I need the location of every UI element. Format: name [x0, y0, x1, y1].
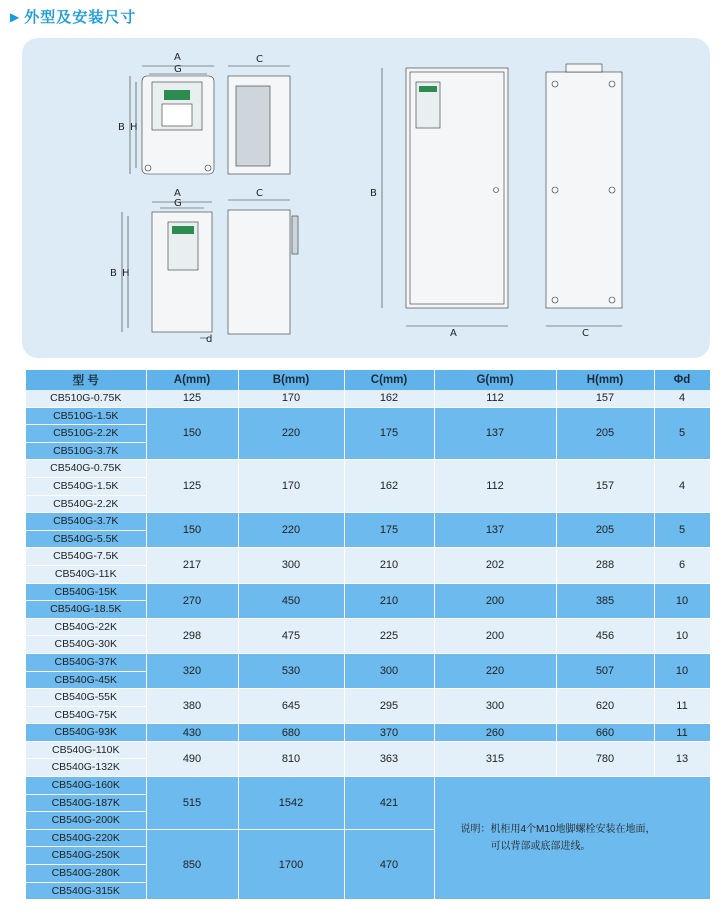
model-cell: CB540G-55K — [26, 689, 146, 707]
model-cell: CB540G-3.7K — [26, 513, 146, 531]
dimension-drawings — [22, 38, 710, 358]
value-cell-d: 11 — [654, 689, 710, 724]
model-cell: CB540G-22K — [26, 618, 146, 636]
column-header: Φd — [654, 370, 710, 390]
value-cell-h: 780 — [556, 741, 654, 776]
dim-label-a3: A — [450, 328, 457, 339]
model-cell: CB540G-1.5K — [26, 477, 146, 495]
value-cell-a: 515 — [146, 777, 238, 830]
medium-unit-side — [228, 210, 290, 334]
value-cell-d: 6 — [654, 548, 710, 583]
column-header: B(mm) — [238, 370, 344, 390]
model-cell: CB540G-37K — [26, 653, 146, 671]
value-cell-a: 125 — [146, 390, 238, 407]
model-cell: CB540G-0.75K — [26, 460, 146, 478]
table-row — [26, 777, 710, 795]
value-cell-d: 10 — [654, 618, 710, 653]
section-title — [10, 6, 136, 27]
model-cell: CB540G-315K — [26, 882, 146, 900]
value-cell-h: 385 — [556, 583, 654, 618]
value-cell-c: 300 — [344, 653, 434, 688]
value-cell-g: 137 — [434, 513, 556, 548]
value-cell-d: 13 — [654, 741, 710, 776]
value-cell-d: 11 — [654, 724, 710, 742]
column-header: 型 号 — [26, 370, 146, 390]
model-cell: CB540G-15K — [26, 583, 146, 601]
table-row — [26, 390, 710, 407]
value-cell-c: 470 — [344, 829, 434, 899]
table-row — [26, 689, 710, 707]
model-cell: CB540G-280K — [26, 865, 146, 883]
model-cell: CB540G-5.5K — [26, 530, 146, 548]
table-row — [26, 407, 710, 425]
value-cell-g: 137 — [434, 407, 556, 460]
model-cell: CB540G-45K — [26, 671, 146, 689]
value-cell-h: 507 — [556, 653, 654, 688]
value-cell-a: 850 — [146, 829, 238, 899]
table-row — [26, 653, 710, 671]
model-cell: CB540G-220K — [26, 829, 146, 847]
table-row — [26, 618, 710, 636]
value-cell-b: 220 — [238, 407, 344, 460]
model-cell: CB540G-250K — [26, 847, 146, 865]
value-cell-b: 1700 — [238, 829, 344, 899]
table-row — [26, 513, 710, 531]
value-cell-a: 150 — [146, 407, 238, 460]
table-row — [26, 548, 710, 566]
value-cell-b: 530 — [238, 653, 344, 688]
model-cell: CB540G-160K — [26, 777, 146, 795]
cabinet-side — [546, 72, 622, 308]
dimension-spec-table — [26, 370, 711, 900]
value-cell-h: 205 — [556, 513, 654, 548]
value-cell-g: 220 — [434, 653, 556, 688]
value-cell-c: 210 — [344, 583, 434, 618]
model-cell: CB540G-75K — [26, 706, 146, 724]
value-cell-c: 295 — [344, 689, 434, 724]
value-cell-g: 260 — [434, 724, 556, 742]
value-cell-a: 125 — [146, 460, 238, 513]
dim-label-d: d — [206, 334, 213, 345]
model-cell: CB540G-187K — [26, 794, 146, 812]
value-cell-c: 175 — [344, 407, 434, 460]
value-cell-d: 5 — [654, 407, 710, 460]
column-header: C(mm) — [344, 370, 434, 390]
value-cell-b: 170 — [238, 390, 344, 407]
column-header: A(mm) — [146, 370, 238, 390]
model-cell: CB510G-0.75K — [26, 390, 146, 407]
value-cell-g: 112 — [434, 460, 556, 513]
value-cell-h: 620 — [556, 689, 654, 724]
value-cell-h: 288 — [556, 548, 654, 583]
value-cell-d: 10 — [654, 583, 710, 618]
table-row — [26, 583, 710, 601]
value-cell-b: 475 — [238, 618, 344, 653]
value-cell-a: 150 — [146, 513, 238, 548]
value-cell-d: 10 — [654, 653, 710, 688]
value-cell-a: 380 — [146, 689, 238, 724]
value-cell-a: 430 — [146, 724, 238, 742]
value-cell-c: 370 — [344, 724, 434, 742]
value-cell-c: 210 — [344, 548, 434, 583]
dim-label-c3: C — [582, 328, 589, 339]
dim-label-a2: A — [174, 188, 181, 199]
value-cell-b: 645 — [238, 689, 344, 724]
value-cell-b: 450 — [238, 583, 344, 618]
installation-note — [434, 777, 710, 900]
value-cell-a: 298 — [146, 618, 238, 653]
value-cell-h: 205 — [556, 407, 654, 460]
value-cell-h: 157 — [556, 390, 654, 407]
column-header: G(mm) — [434, 370, 556, 390]
table-row — [26, 460, 710, 478]
note-line: 说明：机柜用4个M10地脚螺栓安装在地面， — [460, 824, 656, 836]
model-cell: CB540G-2.2K — [26, 495, 146, 513]
model-cell: CB510G-3.7K — [26, 442, 146, 460]
table-body — [26, 390, 710, 900]
model-cell: CB510G-1.5K — [26, 407, 146, 425]
value-cell-b: 810 — [238, 741, 344, 776]
model-cell: CB540G-18.5K — [26, 601, 146, 619]
dim-label-b1: B — [118, 122, 125, 133]
note-line: 可以背部或底部进线。 — [490, 841, 591, 853]
value-cell-g: 300 — [434, 689, 556, 724]
value-cell-c: 363 — [344, 741, 434, 776]
table-header-row — [26, 370, 710, 390]
value-cell-g: 200 — [434, 583, 556, 618]
value-cell-d: 4 — [654, 460, 710, 513]
dim-label-c2: C — [256, 188, 263, 199]
value-cell-h: 157 — [556, 460, 654, 513]
model-cell: CB510G-2.2K — [26, 425, 146, 443]
dim-label-g1: G — [174, 64, 182, 75]
value-cell-b: 680 — [238, 724, 344, 742]
value-cell-c: 421 — [344, 777, 434, 830]
dim-label-g2: G — [174, 198, 182, 209]
dim-label-h2: H — [122, 268, 130, 279]
dim-label-a1: A — [174, 52, 181, 63]
value-cell-a: 270 — [146, 583, 238, 618]
value-cell-a: 320 — [146, 653, 238, 688]
value-cell-g: 202 — [434, 548, 556, 583]
model-cell: CB540G-200K — [26, 812, 146, 830]
dim-label-b2: B — [110, 268, 117, 279]
model-cell: CB540G-132K — [26, 759, 146, 777]
value-cell-b: 1542 — [238, 777, 344, 830]
value-cell-b: 220 — [238, 513, 344, 548]
value-cell-c: 162 — [344, 390, 434, 407]
triangle-bullet-icon: ▶ — [10, 9, 21, 24]
value-cell-b: 170 — [238, 460, 344, 513]
value-cell-h: 660 — [556, 724, 654, 742]
dimension-drawing-panel — [22, 38, 710, 358]
value-cell-d: 5 — [654, 513, 710, 548]
value-cell-c: 162 — [344, 460, 434, 513]
table-row — [26, 741, 710, 759]
value-cell-g: 112 — [434, 390, 556, 407]
model-cell: CB540G-93K — [26, 724, 146, 742]
value-cell-g: 200 — [434, 618, 556, 653]
value-cell-b: 300 — [238, 548, 344, 583]
value-cell-g: 315 — [434, 741, 556, 776]
value-cell-d: 4 — [654, 390, 710, 407]
model-cell: CB540G-11K — [26, 565, 146, 583]
column-header: H(mm) — [556, 370, 654, 390]
value-cell-a: 490 — [146, 741, 238, 776]
model-cell: CB540G-7.5K — [26, 548, 146, 566]
section-title-text: 外型及安装尺寸 — [24, 8, 137, 26]
value-cell-c: 225 — [344, 618, 434, 653]
value-cell-a: 217 — [146, 548, 238, 583]
value-cell-h: 456 — [556, 618, 654, 653]
table-row — [26, 724, 710, 742]
value-cell-c: 175 — [344, 513, 434, 548]
dim-label-c1: C — [256, 54, 263, 65]
dim-label-h1: H — [130, 122, 138, 133]
model-cell: CB540G-30K — [26, 636, 146, 654]
model-cell: CB540G-110K — [26, 741, 146, 759]
dim-label-b3: B — [370, 188, 377, 199]
